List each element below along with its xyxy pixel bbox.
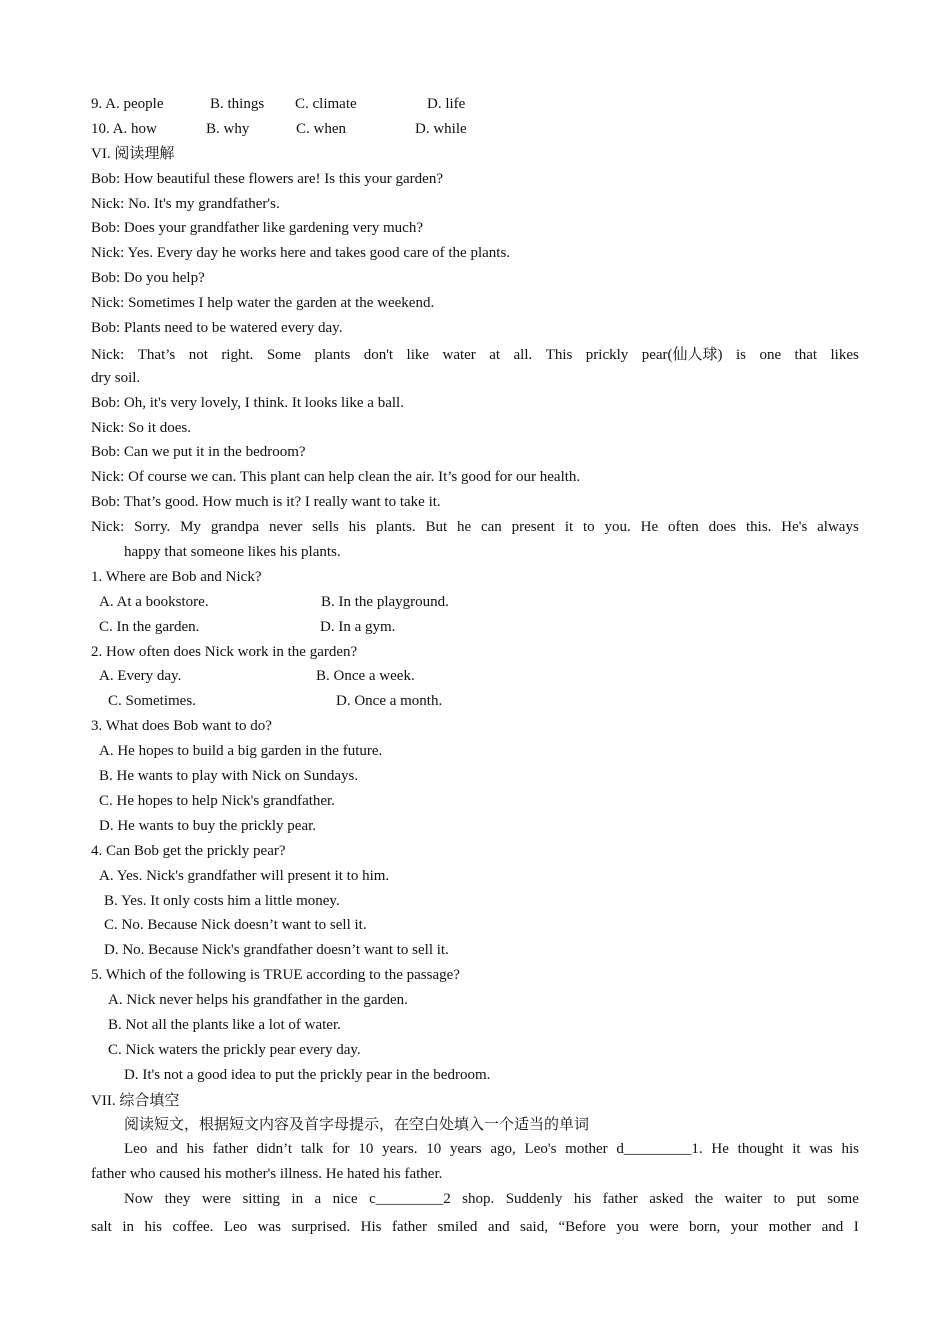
word: present [511,519,555,535]
word: This [545,347,573,363]
word: for [332,1141,350,1157]
word: prickly [585,347,629,363]
q2-option-a: A. Every day. [99,668,182,684]
word: put [796,1191,816,1207]
word: 10 [426,1141,442,1157]
word: his [186,1141,205,1157]
q5-option-a: A. Nick never helps his grandfather in the garden. [108,992,408,1008]
word: some [827,1191,859,1207]
word: to [583,519,595,535]
word: talk [300,1141,324,1157]
word: father [391,1219,427,1235]
word: this. [745,519,772,535]
word: born, [688,1219,721,1235]
word: that [794,347,818,363]
q5-option-b: B. Not all the plants like a lot of water. [108,1017,341,1033]
word: 10 [358,1141,374,1157]
dialogue-line-10: Bob: Can we put it in the bedroom? [91,444,306,460]
dialogue-line-4: Nick: Yes. Every day he works here and takes good care of the plants. [91,245,511,261]
word: Nick: [91,347,125,363]
word: asked [649,1191,684,1207]
word: and [487,1219,510,1235]
word: water [442,347,476,363]
word: smiled [437,1219,478,1235]
word: Leo [223,1219,248,1235]
word: Some [266,347,302,363]
q1-option-a: A. At a bookstore. [99,594,209,610]
word: ago, [490,1141,516,1157]
word: you. [604,519,631,535]
question-1: 1. Where are Bob and Nick? [91,569,262,585]
dialogue-line-2: Nick: No. It's my grandfather's. [91,196,280,212]
word: one [759,347,782,363]
word: My [180,519,201,535]
word: didn’t [256,1141,293,1157]
dialogue-line-sorry [91,518,859,536]
question-5: 5. Which of the following is TRUE according to the passage? [91,967,460,983]
word: can [480,519,502,535]
word: his [573,1191,592,1207]
dialogue-line-7: Bob: Plants need to be watered every day. [91,320,343,336]
word: to [773,1191,786,1207]
word: never [268,519,303,535]
word: “Before [558,1219,606,1235]
word: I [853,1219,859,1235]
word: But [425,519,448,535]
dialogue-line-sorry-cont: happy that someone likes his plants. [124,544,341,560]
q4-option-d: D. No. Because Nick's grandfather doesn’t want to sell it. [104,942,449,958]
word: Leo's [524,1141,557,1157]
passage-paragraph-1-cont: father who caused his mother's illness. He hated his father. [91,1166,443,1182]
word: mother [565,1141,608,1157]
passage-paragraph-1 [124,1140,859,1158]
q3-option-b: B. He wants to play with Nick on Sundays. [99,768,359,784]
word: plants. [376,519,416,535]
dialogue-line-9: Nick: So it does. [91,420,191,436]
dialogue-line-1: Bob: How beautiful these flowers are! Is this your garden? [91,171,443,187]
word: years [449,1141,482,1157]
word: Leo [124,1141,148,1157]
word: in [122,1219,134,1235]
question-2: 2. How often does Nick work in the garden? [91,644,358,660]
q4-option-a: A. Yes. Nick's grandfather will present it to him. [99,868,390,884]
section-7-instructions: 阅读短文，根据短文内容及首字母提示，在空白处填入一个适当的单词 [124,1117,590,1133]
word: you [616,1219,639,1235]
section-6-title: VI. 阅读理解 [91,146,175,162]
dialogue-line-prickly-pear [91,346,859,364]
word: were [649,1219,679,1235]
q2-option-b: B. Once a week. [316,668,415,684]
word: right. [221,347,254,363]
word: His [360,1219,382,1235]
dialogue-line-prickly-pear-cont: dry soil. [91,370,141,386]
word: nice [332,1191,358,1207]
q3-option-a: A. He hopes to build a big garden in the future. [99,743,383,759]
word: grandpa [210,519,260,535]
word: coffee. [172,1219,214,1235]
word: like [406,347,430,363]
q4-option-b: B. Yes. It only costs him a little money. [104,893,340,909]
word: salt [91,1219,112,1235]
q9-option-b: B. things [210,96,265,112]
word: He [640,519,659,535]
dialogue-line-12: Bob: That’s good. How much is it? I really want to take it. [91,494,441,510]
q2-option-d: D. Once a month. [336,693,443,709]
word: was [257,1219,281,1235]
word: sells [312,519,339,535]
word: was [809,1141,833,1157]
word: were [201,1191,232,1207]
question-3: 3. What does Bob want to do? [91,718,272,734]
word: not [188,347,208,363]
word: waiter [724,1191,763,1207]
dialogue-line-5: Bob: Do you help? [91,270,205,286]
word: said, [520,1219,548,1235]
q10-option-c: C. when [296,121,346,137]
q5-option-c: C. Nick waters the prickly pear every day. [108,1042,361,1058]
q9-option-d: D. life [427,96,466,112]
word: Now [124,1191,154,1207]
word: his [144,1219,162,1235]
word: it [564,519,574,535]
word: father [602,1191,638,1207]
blank-2[interactable]: c_________2 [369,1191,451,1207]
word: in [291,1191,304,1207]
word: pear(仙人球) [641,347,723,363]
dialogue-line-8: Bob: Oh, it's very lovely, I think. It looks like a ball. [91,395,404,411]
word: plants [314,347,351,363]
passage-paragraph-2-cont [91,1218,859,1236]
word: likes [830,347,859,363]
q3-option-d: D. He wants to buy the prickly pear. [99,818,317,834]
q3-option-c: C. He hopes to help Nick's grandfather. [99,793,335,809]
word: always [817,519,859,535]
word: does [708,519,737,535]
word: your [730,1219,759,1235]
word: That’s [137,347,176,363]
word: don't [363,347,394,363]
word: at [489,347,501,363]
passage-paragraph-2 [124,1190,859,1208]
word: they [164,1191,191,1207]
q9-option-a: 9. A. people [91,96,164,112]
word: and [156,1141,178,1157]
dialogue-line-6: Nick: Sometimes I help water the garden at the weekend. [91,295,435,311]
blank-1[interactable]: d_________1. [616,1141,703,1157]
word: shop. [462,1191,495,1207]
dialogue-line-11: Nick: Of course we can. This plant can help clean the air. It’s good for our health. [91,469,581,485]
word: and [821,1219,844,1235]
word: is [735,347,746,363]
word: all. [513,347,533,363]
q1-option-b: B. In the playground. [321,594,449,610]
word: Nick: [91,519,125,535]
q10-option-d: D. while [415,121,467,137]
word: father [212,1141,248,1157]
q2-option-c: C. Sometimes. [108,693,196,709]
word: sitting [242,1191,280,1207]
word: a [314,1191,322,1207]
word: thought [737,1141,784,1157]
word: He's [781,519,808,535]
question-4: 4. Can Bob get the prickly pear? [91,843,286,859]
word: mother [768,1219,812,1235]
word: it [792,1141,801,1157]
q10-option-a: 10. A. how [91,121,157,137]
q1-option-d: D. In a gym. [320,619,396,635]
word: Suddenly [505,1191,563,1207]
word: He [711,1141,729,1157]
section-7-title: VII. 综合填空 [91,1093,180,1109]
word: he [456,519,472,535]
q4-option-c: C. No. Because Nick doesn’t want to sell it. [104,917,367,933]
q9-option-c: C. climate [295,96,357,112]
word: years. [382,1141,418,1157]
word: the [694,1191,714,1207]
q10-option-b: B. why [206,121,250,137]
word: surprised. [291,1219,351,1235]
word: his [348,519,367,535]
q1-option-c: C. In the garden. [99,619,200,635]
word: often [667,519,699,535]
q5-option-d: D. It's not a good idea to put the prickly pear in the bedroom. [124,1067,491,1083]
word: Sorry. [134,519,171,535]
dialogue-line-3: Bob: Does your grandfather like gardening very much? [91,220,423,236]
word: his [841,1141,859,1157]
